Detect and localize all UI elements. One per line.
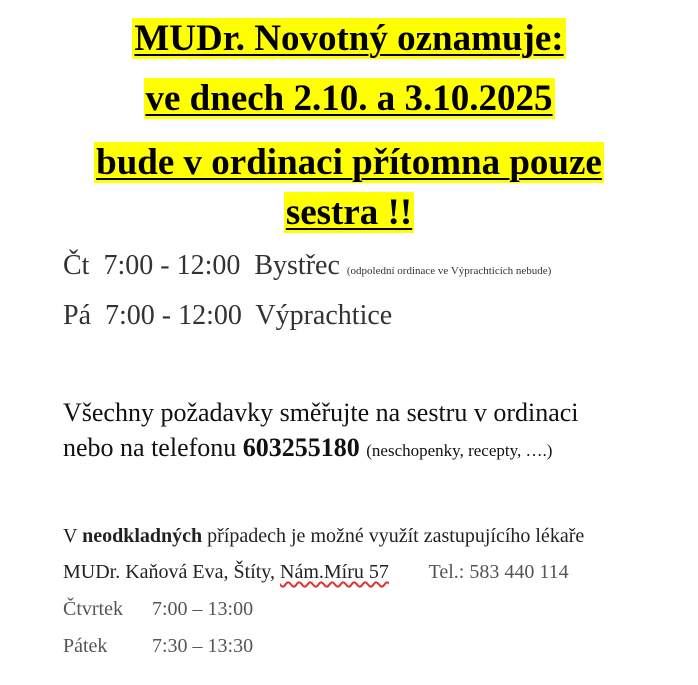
- urgent-line: [63, 525, 584, 548]
- schedule-place: Výprachtice: [255, 300, 393, 331]
- requests-line-1: [63, 398, 579, 428]
- requests-suffix: (neschopenky, recepty, ….): [366, 441, 553, 460]
- requests-text: Všechny požadavky směřujte na sestru v ordinaci: [63, 398, 579, 427]
- headline-text-3: bude v ordinaci přítomna pouze: [96, 142, 602, 183]
- requests-prefix: nebo na telefonu: [63, 433, 237, 462]
- substitute-address: Nám.Míru 57: [280, 561, 389, 583]
- schedule-note: (odpolední ordinace ve Výprachticích nebude): [346, 265, 552, 277]
- hours-time: 7:30 – 13:30: [152, 635, 254, 657]
- schedule-day: Pá: [63, 300, 91, 331]
- headline-line-2: [0, 78, 698, 121]
- headline-line-3: [0, 142, 698, 185]
- substitute-hours-thursday: [63, 598, 253, 621]
- hours-day: Pátek: [63, 635, 108, 657]
- schedule-row-thursday: [63, 250, 551, 282]
- headline-text-1: MUDr. Novotný oznamuje:: [134, 18, 564, 59]
- headline-line-4: [0, 192, 698, 235]
- schedule-row-friday: [63, 300, 392, 332]
- headline-text-4: sestra !!: [285, 192, 413, 233]
- substitute-hours-friday: [63, 635, 253, 658]
- schedule-day: Čt: [63, 250, 90, 281]
- schedule-place: Bystřec: [254, 250, 340, 281]
- urgent-prefix: V: [63, 525, 78, 547]
- urgent-rest: případech je možné využít zastupujícího lékaře: [207, 525, 585, 547]
- substitute-doctor: MUDr. Kaňová Eva, Štíty,: [63, 561, 276, 583]
- urgent-bold: neodkladných: [82, 525, 203, 547]
- schedule-hours: 7:00 - 12:00: [105, 300, 242, 331]
- headline-text-2: ve dnech 2.10. a 3.10.2025: [145, 78, 553, 119]
- substitute-doctor-line: [63, 561, 569, 584]
- phone-number: 603255180: [242, 433, 360, 462]
- substitute-phone: Tel.: 583 440 114: [428, 561, 569, 583]
- requests-line-2: [63, 433, 552, 463]
- hours-day: Čtvrtek: [63, 598, 123, 620]
- hours-time: 7:00 – 13:00: [152, 598, 254, 620]
- headline-line-1: [0, 18, 698, 61]
- schedule-hours: 7:00 - 12:00: [103, 250, 241, 281]
